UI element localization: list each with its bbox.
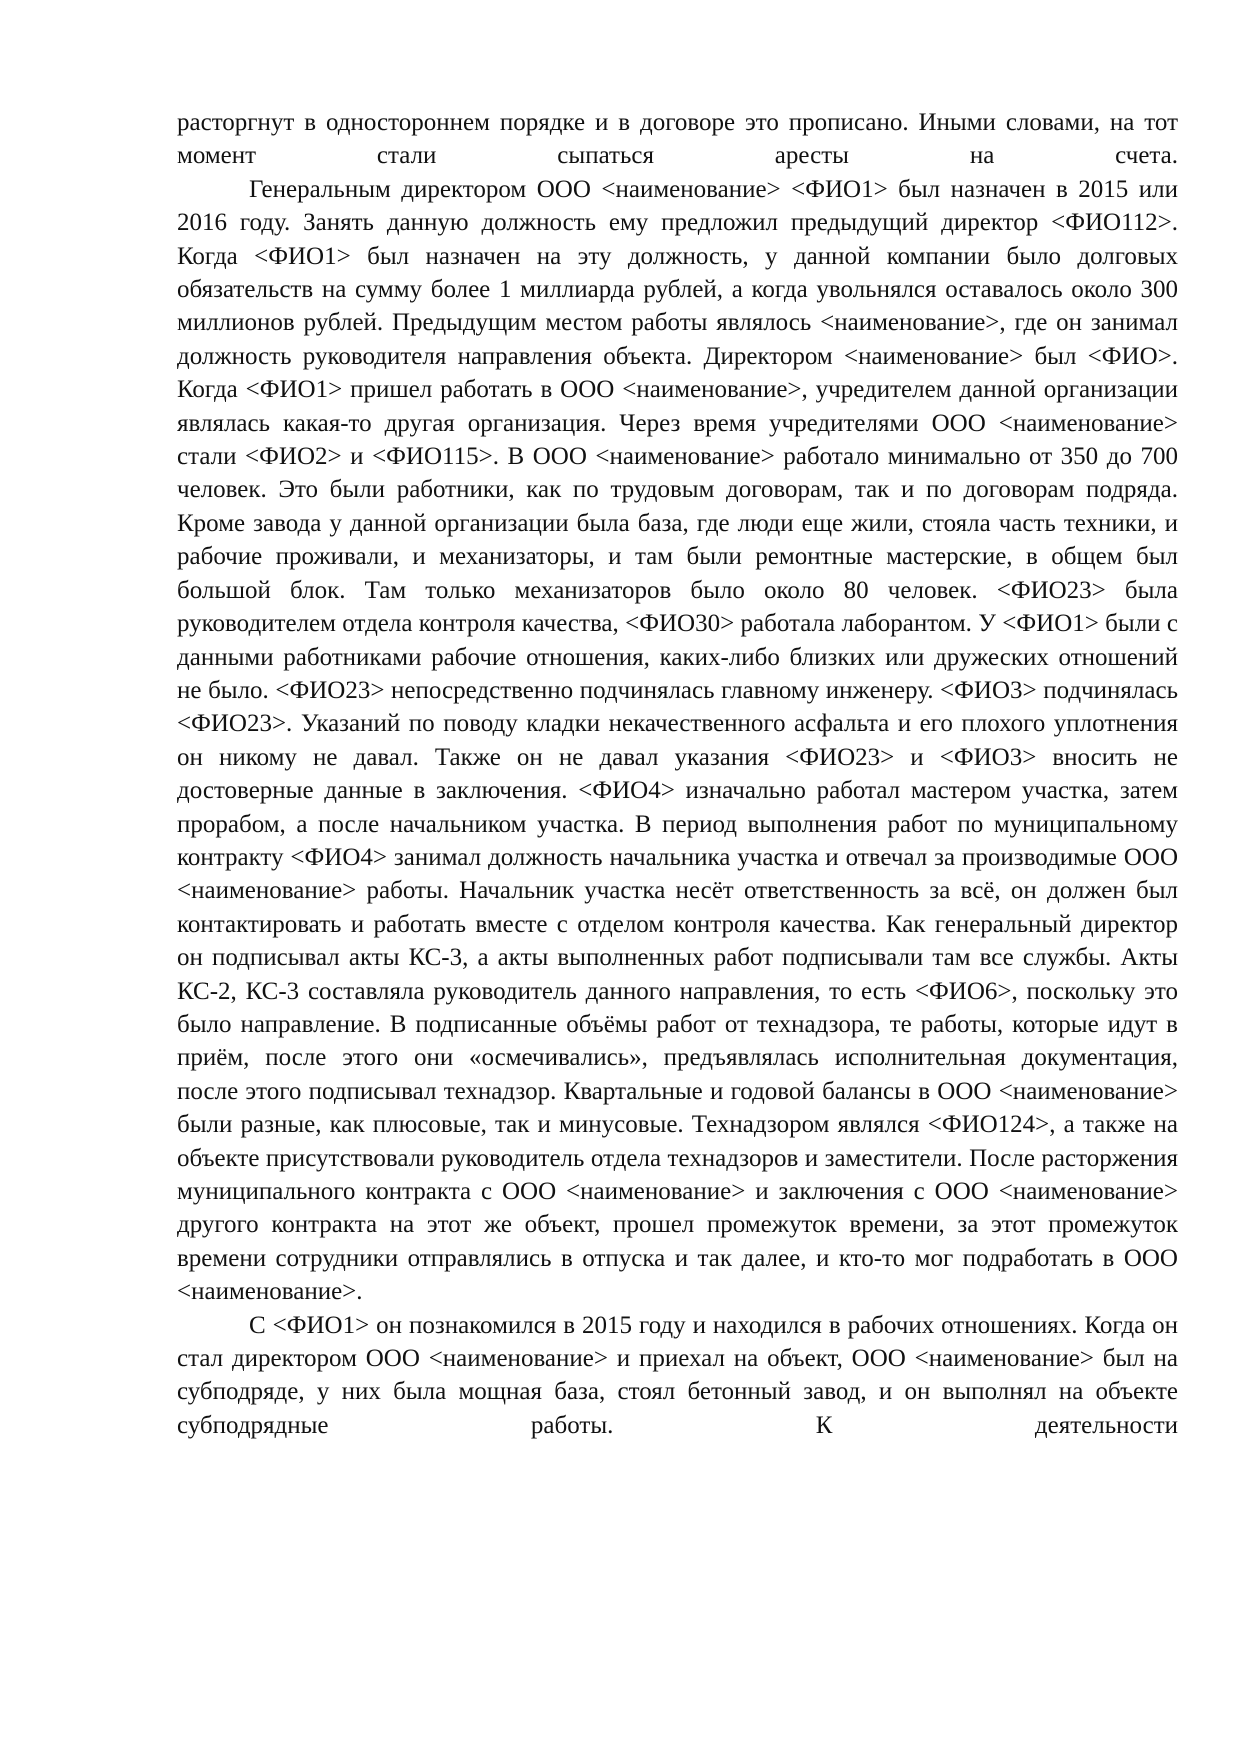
paragraph-3: С <ФИО1> он познакомился в 2015 году и находился в рабочих отношениях. Когда он стал директором ООО <наименование> и приехал на объект, ООО <наименование> был на субподряде, у них была мощная база, стоял бетонный завод, и он выполнял на объекте субподрядные работы. К деятельности <box>177 1311 1178 1439</box>
document-page <box>177 106 1178 1442</box>
paragraph-1: расторгнут в одностороннем порядке и в договоре это прописано. Иными словами, на тот момент стали сыпаться аресты на счета. <box>177 109 1178 170</box>
paragraph-2: Генеральным директором ООО <наименование> <ФИО1> был назначен в 2015 или 2016 году. Занять данную должность ему предложил предыдущий директор <ФИО112>. Когда <ФИО1> был назначен на эту должность, у данной компании было долговых обязательств на сумму более 1 миллиарда рублей, а когда увольнялся оставалось около 300 миллионов рублей. Предыдущим местом работы являлось <наименование>, где он занимал должность руководителя направления объекта. Директором <наименование> был <ФИО>. Когда <ФИО1> пришел работать в ООО <наименование>, учредителем данной организации являлась какая-то другая организация. Через время учредителями ООО <наименование> стали <ФИО2> и <ФИО115>. В ООО <наименование> работало минимально от 350 до 700 человек. Это были работники, как по трудовым договорам, так и по договорам подряда. Кроме завода у данной организации была база, где люди еще жили, стояла часть техники, и рабочие проживали, и механизаторы, и там были ремонтные мастерские, в общем был большой блок. Там только механизаторов было около 80 человек. <ФИО23> была руководителем отдела контроля качества, <ФИО30> работала лаборантом. У <ФИО1> были с данными работниками рабочие отношения, каких-либо близких или дружеских отношений не было. <ФИО23> непосредственно подчинялась главному инженеру. <ФИО3> подчинялась <ФИО23>. Указаний по поводу кладки некачественного асфальта и его плохого уплотнения он никому не давал. Также он не давал указания <ФИО23> и <ФИО3> вносить не достоверные данные в заключения. <ФИО4> изначально работал мастером участка, затем прорабом, а после начальником участка. В период выполнения работ по муниципальному контракту <ФИО4> занимал должность начальника участка и отвечал за производимые ООО <наименование> работы. Начальник участка несёт ответственность за всё, он должен был контактировать и работать вместе с отделом контроля качества. Как генеральный директор он подписывал акты КС-3, а акты выполненных работ подписывали там все службы. Акты КС-2, КС-3 составляла руководитель данного направления, то есть <ФИО6>, поскольку это было направление. В подписанные объёмы работ от технадзора, те работы, которые идут в приём, после этого они «осмечивались», предъявлялась исполнительная документация, после этого подписывал технадзор. Квартальные и годовой балансы в ООО <наименование> были разные, как плюсовые, так и минусовые. Технадзором являлся <ФИО124>, а также на объекте присутствовали руководитель отдела технадзоров и заместители. После расторжения муниципального контракта с ООО <наименование> и заключения с ООО <наименование> другого контракта на этот же объект, прошел промежуток времени, за этот промежуток времени сотрудники отправлялись в отпуска и так далее, и кто-то мог подработать в ООО <наименование>. <box>177 175 1178 1306</box>
